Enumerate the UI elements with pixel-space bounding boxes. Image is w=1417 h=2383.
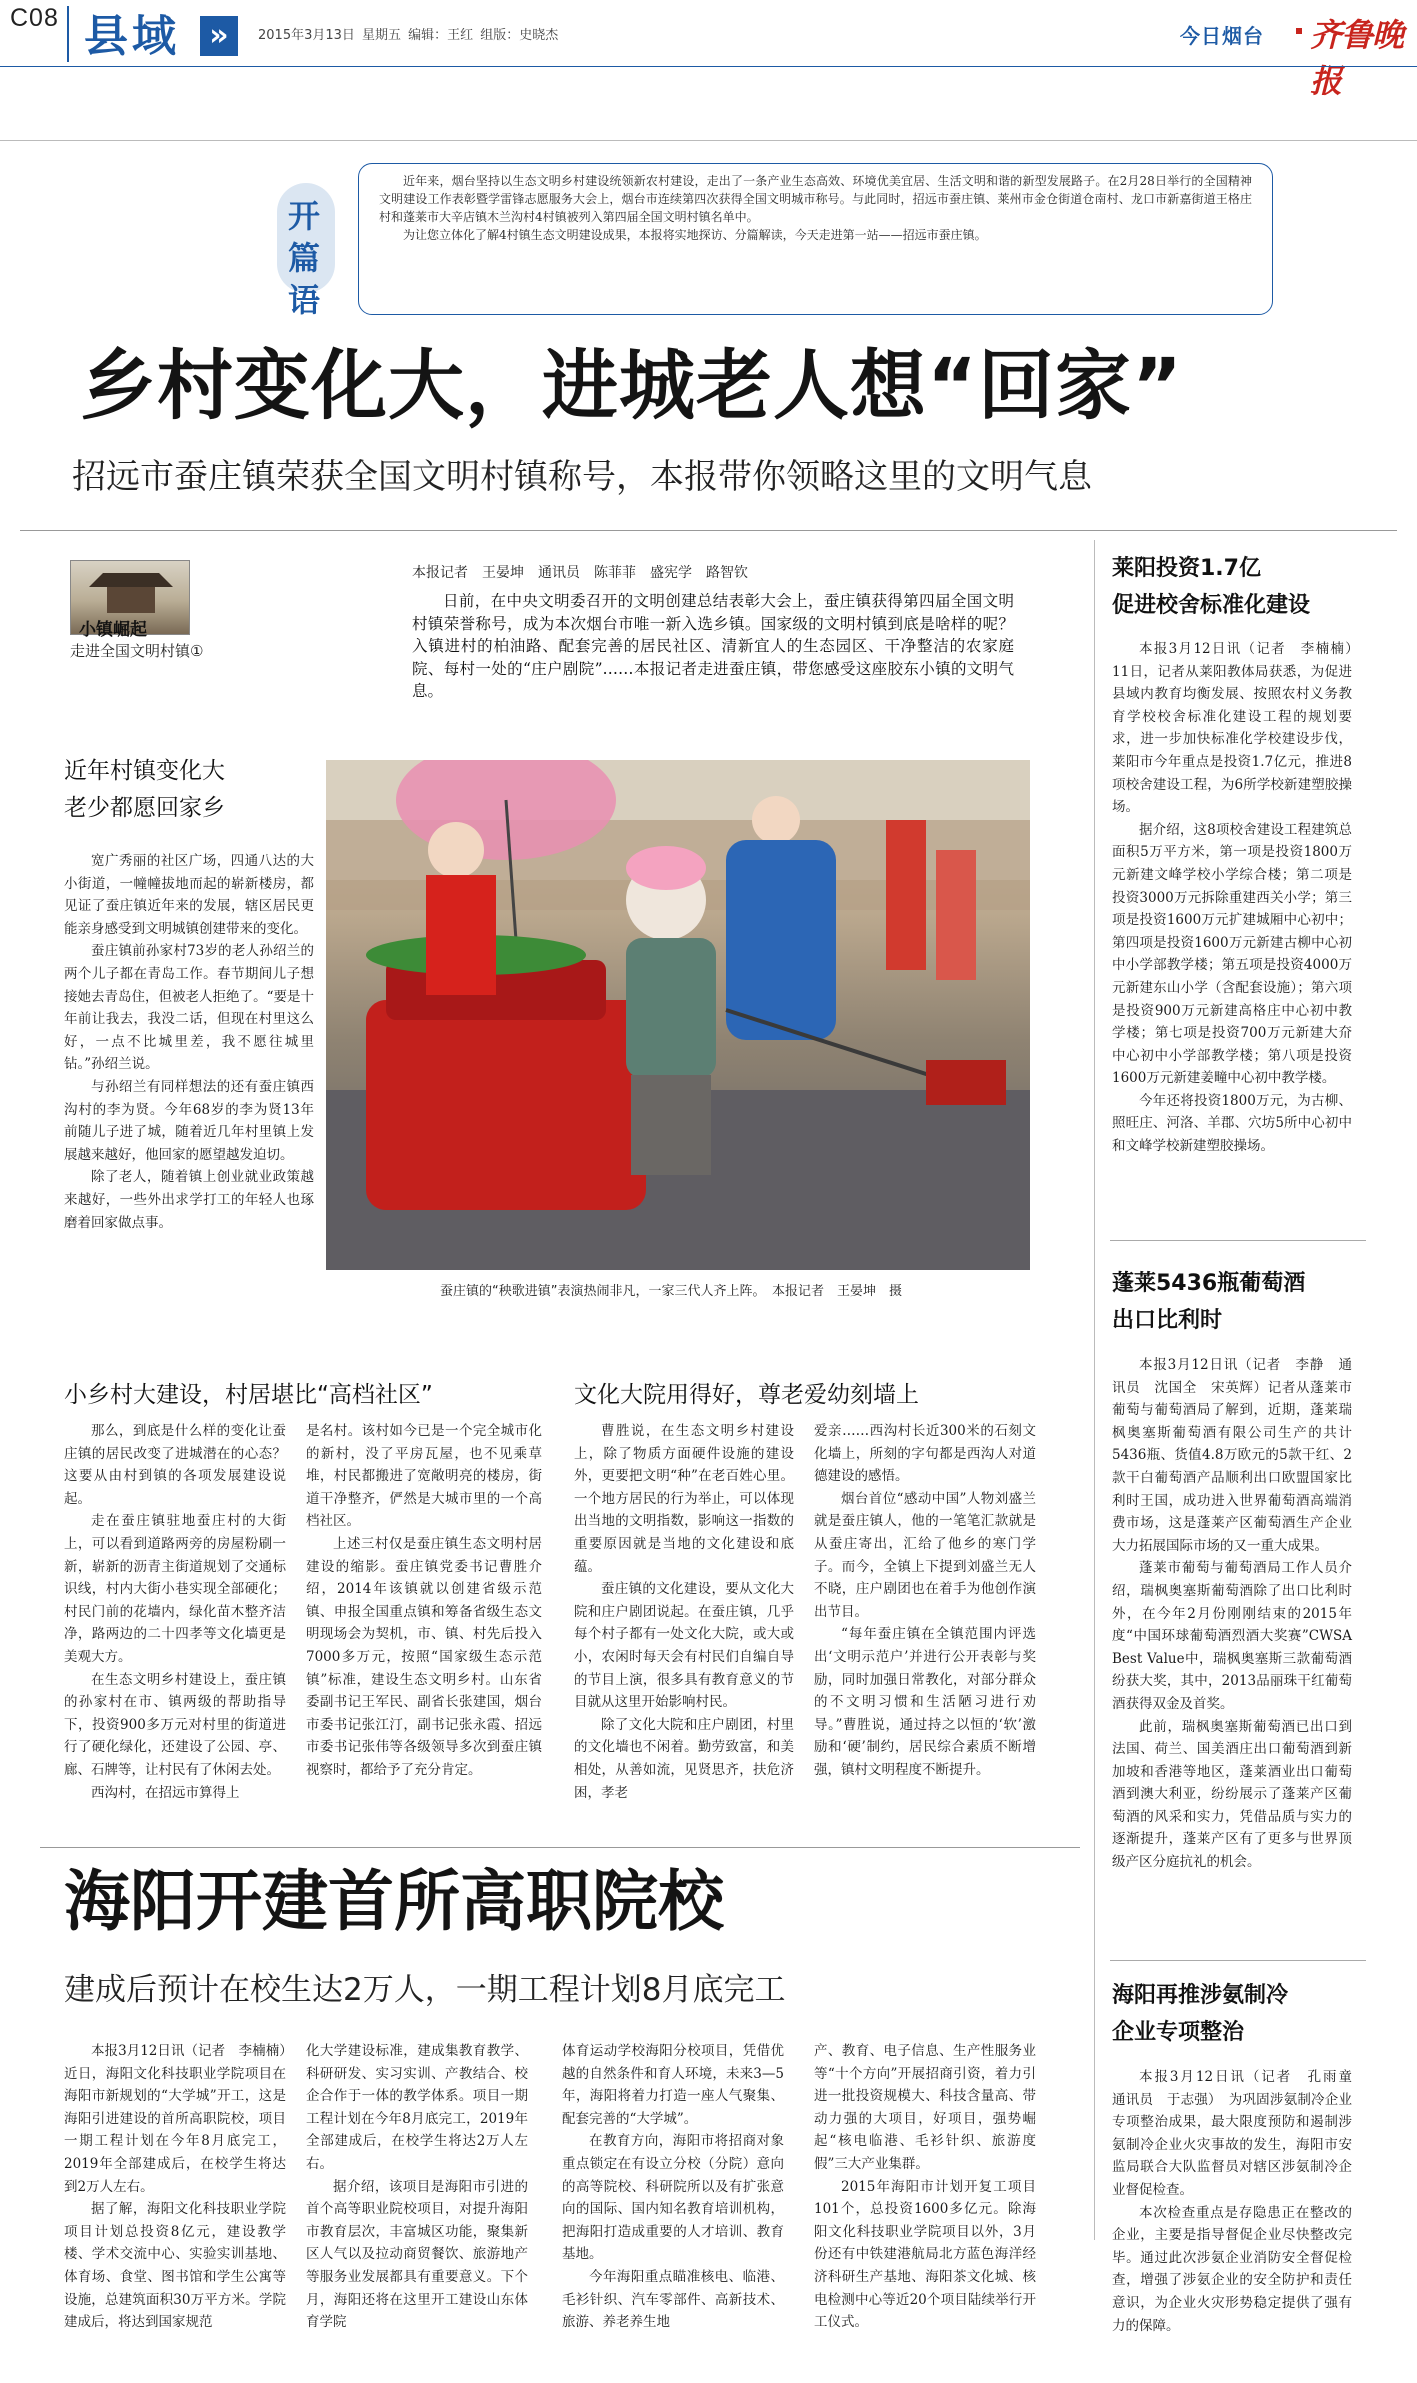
page-number: C08: [10, 4, 59, 32]
newspaper-masthead: 齐鲁晚报: [1310, 16, 1404, 100]
header-divider-vertical: [67, 6, 69, 62]
intro-paragraph: 近年来，烟台坚持以生态文明乡村建设统领新农村建设，走出了一条产业生态高效、环境优美宜居、生活文明和谐的新型发展路子。在2月28日举行的全国精神文明建设工作表彰暨学雷锋志愿服务大会上，烟台市连续第四次获得全国文明城市称号。与此同时，招远市蚕庄镇、莱州市金仓街道仓南村、龙口市新嘉街道王格庄村和蓬莱市大辛店镇木兰沟村4村镇被列入第四届全国文明村镇名单中。: [379, 174, 1252, 224]
headline-rule: [20, 530, 1397, 531]
section-divider: [40, 1847, 1080, 1848]
right-article-3-title-1: 海阳再推涉氨制冷: [1112, 1983, 1289, 2008]
paragraph: 走在蚕庄镇驻地蚕庄村的大街上，可以看到道路两旁的房屋粉刷一新，崭新的沥青主街道规划了交通标识线，村内大街小巷实现全部硬化；村民门前的花墙内，绿化苗木整齐洁净，路两边的二十四孝等文化墙更是美观大方。: [64, 1513, 286, 1665]
right-article-3-title-2: 企业专项整治: [1112, 2020, 1245, 2045]
right-article-1-title-1: 莱阳投资1.7亿: [1112, 556, 1261, 581]
paragraph: 爱亲……西沟村长近300米的石刻文化墙上，所刻的字句都是西沟人对道德建设的感悟。: [814, 1423, 1036, 1485]
sub1-body: [64, 850, 314, 1234]
pavilion-body-icon: [107, 587, 155, 613]
sub3-col2: [814, 1420, 1036, 1782]
paragraph: 宽广秀丽的社区广场，四通八达的大小街道，一幢幢拔地而起的崭新楼房，都见证了蚕庄镇近年来的发展，辖区居民更能亲身感受到文明城镇创建带来的变化。: [64, 853, 314, 937]
subhead-1-line-2: 老少都愿回家乡: [64, 795, 225, 821]
haiyang-subheadline: 建成后预计在校生达2万人，一期工程计划8月底完工: [64, 1972, 786, 2008]
haiyang-col1: [64, 2040, 300, 2334]
haiyang-headline: 海阳开建首所高职院校: [64, 1863, 724, 1940]
paragraph: 据介绍，该项目是海阳市引进的首个高等职业院校项目，对提升海阳市教育层次，丰富城区功能，聚集新区人气以及拉动商贸餐饮、旅游地产等服务业发展都具有重要意义。下个月，海阳还将在这里开工建设山东体育学院: [306, 2178, 528, 2331]
right-label-bullet-icon: [1296, 28, 1302, 34]
paragraph: 与孙绍兰有同样想法的还有蚕庄镇西沟村的李为贤。今年68岁的李为贤13年前随儿子进了城，随着近几年村里镇上发展越来越好，他回家的愿望越发迫切。: [64, 1078, 314, 1163]
header-rule: [0, 66, 1417, 67]
right-article-2-body: [1112, 1354, 1352, 1874]
column-tag-title: 小镇崛起: [79, 620, 147, 640]
right-column-rule: [1094, 540, 1095, 2240]
subhead-2: 小乡村大建设，村居堪比“高档社区”: [64, 1382, 433, 1408]
paragraph: 本报3月12日讯（记者 李静 通讯员 沈国全 宋英辉）记者从蓬莱市葡萄与葡萄酒局了解到，近期，蓬莱瑞枫奥塞斯葡萄酒有限公司生产的共计5436瓶、货值4.8万欧元的5款干红、2款干白葡萄酒产品顺利出口欧盟国家比利时王国，成功进入世界葡萄酒高端消费市场，这是蓬莱产区葡萄酒生产企业大力拓展国际市场的又一重大成果。: [1112, 1357, 1352, 1554]
paragraph: 化大学建设标准，建成集教育教学、科研研发、实习实训、产教结合、校企合作于一体的教学体系。项目一期工程计划在今年8月底完工，2019年全部建成后，在校学生将达2万人左右。: [306, 2043, 528, 2172]
lead-paragraph: 日前，在中央文明委召开的文明创建总结表彰大会上，蚕庄镇获得第四届全国文明村镇荣誉称号，成为本次烟台市唯一新入选乡镇。国家级的文明村镇到底是啥样的呢？入镇进村的柏油路、配套完善的居民社区、清新宜人的生态园区、干净整洁的农家庭院、每村一处的“庄户剧院”……本报记者走进蚕庄镇，带您感受这座胶东小镇的文明气息。: [412, 592, 1014, 701]
paragraph: 是名村。该村如今已是一个完全城市化的新村，没了平房瓦屋，也不见乘草堆，村民都搬进了宽敞明亮的楼房，街道干净整齐，俨然是大城市里的一个高档社区。: [306, 1423, 542, 1530]
haiyang-col3: [562, 2040, 784, 2334]
intro-label-char: 语: [288, 281, 321, 319]
paragraph: 本报3月12日讯（记者 李楠楠） 近日，海阳文化科技职业学院项目在海阳市新规划的“大学城”开工，这是海阳引进建设的首所高职院校，项目一期工程计划在今年8月底完工，2019年全部建成后，在校学生将达到2万人左右。: [64, 2043, 300, 2195]
paragraph: 据介绍，这8项校舍建设工程建筑总面积5万平方米，第一项是投资1800万元新建文峰学校小学综合楼；第二项是投资3000万元拆除重建西关小学；第三项是投资1600万元扩建城厢中心初中；第四项是投资1600万元新建古柳中心初中小学部教学楼；第五项是投资4000万元新建东山小学（含配套设施）；第六项是投资900万元新建高格庄中心初中教学楼；第七项是投资700万元新建大夼中心初中小学部教学楼；第八项是投资1600万元新建姜疃中心初中教学楼。: [1112, 821, 1352, 1087]
paragraph: 今年海阳重点瞄准核电、临港、毛衫针织、汽车零部件、高新技术、旅游、养老养生地: [562, 2268, 784, 2331]
sub3-col1: [574, 1420, 794, 1804]
right-article-divider: [1110, 1240, 1366, 1241]
right-article-divider: [1110, 1960, 1366, 1961]
sub2-col2: [306, 1420, 542, 1782]
main-subheadline: 招远市蚕庄镇荣获全国文明村镇称号，本报带你领略这里的文明气息: [72, 457, 1092, 497]
paragraph: 据了解，海阳文化科技职业学院项目计划总投资8亿元，建设教学楼、学术交流中心、实验实训基地、体育场、食堂、图书馆和学生公寓等设施，总建筑面积30万平方米。学院建成后，将达到国家规范: [64, 2201, 286, 2331]
main-headline: 乡村变化大，进城老人想“回家”: [80, 341, 1183, 430]
paragraph: 除了文化大院和庄户剧团，村里的文化墙也不闲着。勤劳致富，和美相处，从善如流，见贤思齐，扶危济困，孝老: [574, 1716, 794, 1801]
right-article-1-title-2: 促进校舍标准化建设: [1112, 593, 1311, 618]
paragraph: 烟台首位“感动中国”人物刘盛兰就是蚕庄镇人，他的一笔笔汇款就是从蚕庄寄出，汇给了他乡的寒门学子。而今，全镇上下提到刘盛兰无人不晓，庄户剧团也在着手为他创作演出节目。: [814, 1490, 1036, 1620]
photo-scene-svg: [326, 760, 1030, 1270]
right-label: 今日烟台: [1180, 24, 1264, 48]
date-editor-line: 2015年3月13日 星期五 编辑：王红 组版：史晓杰: [258, 28, 559, 43]
right-article-2-title-1: 蓬莱5436瓶葡萄酒: [1112, 1271, 1306, 1296]
right-article-2-title-2: 出口比利时: [1112, 1308, 1223, 1333]
subhead-3: 文化大院用得好，尊老爱幼刻墙上: [574, 1382, 919, 1408]
news-photo: [326, 760, 1030, 1270]
sub2-col1: [64, 1420, 286, 1804]
haiyang-col4: [814, 2040, 1036, 2334]
right-article-3-body: [1112, 2066, 1366, 2337]
column-tag-subtitle: 走进全国文明村镇①: [70, 642, 204, 660]
paragraph: 产、教育、电子信息、生产性服务业等“十个方向”开展招商引资，着力引进一批投资规模大、科技含量高、带动力强的大项目，好项目，强势崛起“核电临港、毛衫针织、旅游度假”三大产业集群。: [814, 2043, 1036, 2172]
section-arrow-icon: »: [200, 16, 238, 56]
paragraph: 那么，到底是什么样的变化让蚕庄镇的居民改变了进城潜在的心态？这要从由村到镇的各项发展建设说起。: [64, 1423, 286, 1507]
paragraph: “每年蚕庄镇在全镇范围内评选出‘文明示范户’并进行公开表彰与奖励，同时加强日常教化，对部分群众的不文明习惯和生活陋习进行劝导。”曹胜说，通过持之以恒的‘软’激励和‘硬’制约，居民综合素质不断增强，镇村文明程度不断提升。: [814, 1626, 1036, 1778]
section-title: 县域: [84, 11, 180, 62]
intro-label-char: 篇: [288, 239, 321, 277]
column-tag-image: [70, 560, 190, 640]
paragraph: 今年还将投资1800万元，为古柳、照旺庄、河洛、羊郡、穴坊5所中心初中和文峰学校新建塑胶操场。: [1112, 1092, 1352, 1155]
paragraph: 蚕庄镇前孙家村73岁的老人孙绍兰的两个儿子都在青岛工作。春节期间儿子想接她去青岛住，但被老人拒绝了。“要是十年前让我去，我没二话，但现在村里这么好，一点不比城里差，我不愿往城里钻。”孙绍兰说。: [64, 943, 314, 1073]
pavilion-roof-icon: [89, 573, 173, 587]
haiyang-col2: [306, 2040, 528, 2334]
paragraph: 蓬莱市葡萄与葡萄酒局工作人员介绍，瑞枫奥塞斯葡萄酒除了出口比利时外，在今年2月份刚刚结束的2015年度“中国环球葡萄酒烈酒大奖赛”CWSA Best Value中，瑞枫奥塞斯三款葡萄酒纷获大奖，其中，2013品丽珠干红葡萄酒获得双金及首奖。: [1112, 1560, 1352, 1712]
right-article-1-body: [1112, 638, 1366, 1158]
intro-paragraph: 为让您立体化了解4村镇生态文明建设成果，本报将实地探访、分篇解读，今天走进第一站——招远市蚕庄镇。: [403, 228, 987, 242]
paragraph: 在生态文明乡村建设上，蚕庄镇的孙家村在市、镇两级的帮助指导下，投资900多万元对村里的街道进行了硬化绿化，还建设了公园、亭、廊、石牌等，让村民有了休闲去处。: [64, 1671, 286, 1778]
photo-caption: 蚕庄镇的“秧歌进镇”表演热闹非凡，一家三代人齐上阵。 本报记者 王晏坤 摄: [440, 1284, 902, 1299]
subhead-1-line-1: 近年村镇变化大: [64, 758, 225, 784]
paragraph: 西沟村，在招远市算得上: [91, 1784, 240, 1801]
byline: 本报记者 王晏坤 通讯员 陈菲菲 盛宪学 路智钦: [412, 565, 748, 581]
header-rule-2: [0, 140, 1417, 141]
paragraph: 本次检查重点是存隐患正在整改的企业，主要是指导督促企业尽快整改完毕。通过此次涉氨企业消防安全督促检查，增强了涉氨企业的安全防护和责任意识，为企业火灾形势稳定提供了强有力的保障。: [1112, 2204, 1352, 2334]
intro-label: [277, 183, 335, 319]
paragraph: 在教育方向，海阳市将招商对象重点锁定在有设立分校（分院）意向的高等院校、科研院所以及有扩张意向的国际、国内知名教育培训机构，把海阳打造成重要的人才培训、教育基地。: [562, 2133, 784, 2263]
paragraph: 体育运动学校海阳分校项目，凭借优越的自然条件和育人环境，未来3—5年，海阳将着力打造一座人气聚集、配套完善的“大学城”。: [562, 2043, 784, 2127]
paragraph: 上述三村仅是蚕庄镇生态文明村居建设的缩影。蚕庄镇党委书记曹胜介绍，2014年该镇就以创建省级示范镇、申报全国重点镇和筹备省级生态文明现场会为契机，市、镇、村先后投入7000多万元，按照“国家级生态示范镇”标准，建设生态文明乡村。山东省委副书记王军民、副省长张建国，烟台市委书记张江汀，副书记张永霞、招远市委书记张伟等各级领导多次到蚕庄镇视察时，都给予了充分肯定。: [306, 1535, 542, 1778]
paragraph: 此前，瑞枫奥塞斯葡萄酒已出口到法国、荷兰、国美酒庄出口葡萄酒到新加坡和香港等地区，蓬莱酒业出口葡萄酒到澳大利亚，纷纷展示了蓬莱产区葡萄酒的风采和实力，凭借品质与实力的逐渐提升，蓬莱产区有了更多与世界顶级产区分庭抗礼的机会。: [1112, 1718, 1352, 1871]
intro-label-char: 开: [288, 197, 321, 235]
paragraph: 除了老人，随着镇上创业就业政策越来越好，一些外出求学打工的年轻人也琢磨着回家做点事。: [64, 1169, 314, 1231]
paragraph: 蚕庄镇的文化建设，要从文化大院和庄户剧团说起。在蚕庄镇，几乎每个村子都有一处文化大院，或大或小，农闲时每天会有村民们自编自导的节目上演，很多具有教育意义的节目就从这里开始影响村民。: [574, 1581, 794, 1711]
paragraph: 曹胜说，在生态文明乡村建设上，除了物质方面硬件设施的建设外，更要把文明“种”在老百姓心里。一个地方居民的行为举止，可以体现出当地的文明指数，影响这一指数的重要原因就是当地的文化建设和底蕴。: [574, 1423, 794, 1575]
intro-box: [358, 163, 1273, 315]
paragraph: 本报3月12日讯（记者 孔雨童 通讯员 于志强） 为巩固涉氨制冷企业专项整治成果，最大限度预防和遏制涉氨制冷企业火灾事故的发生，海阳市安监局联合大队监督员对辖区涉氨制冷企业督促检查。: [1112, 2069, 1366, 2198]
paragraph: 2015年海阳市计划开复工项目101个，总投资1600多亿元。除海阳文化科技职业学院项目以外，3月份还有中铁建港航局北方蓝色海洋经济科研生产基地、海阳茶文化城、核电检测中心等近20个项目陆续举行开工仪式。: [814, 2178, 1036, 2331]
paragraph: 本报3月12日讯（记者 李楠楠） 11日，记者从莱阳教体局获悉，为促进县域内教育均衡发展、按照农村义务教育学校校舍标准化建设工程的规划要求，进一步加快标准化学校建设步伐，莱阳市今年重点是投资1.7亿元，推进8项校舍建设工程，为6所学校新建塑胶操场。: [1112, 641, 1366, 816]
